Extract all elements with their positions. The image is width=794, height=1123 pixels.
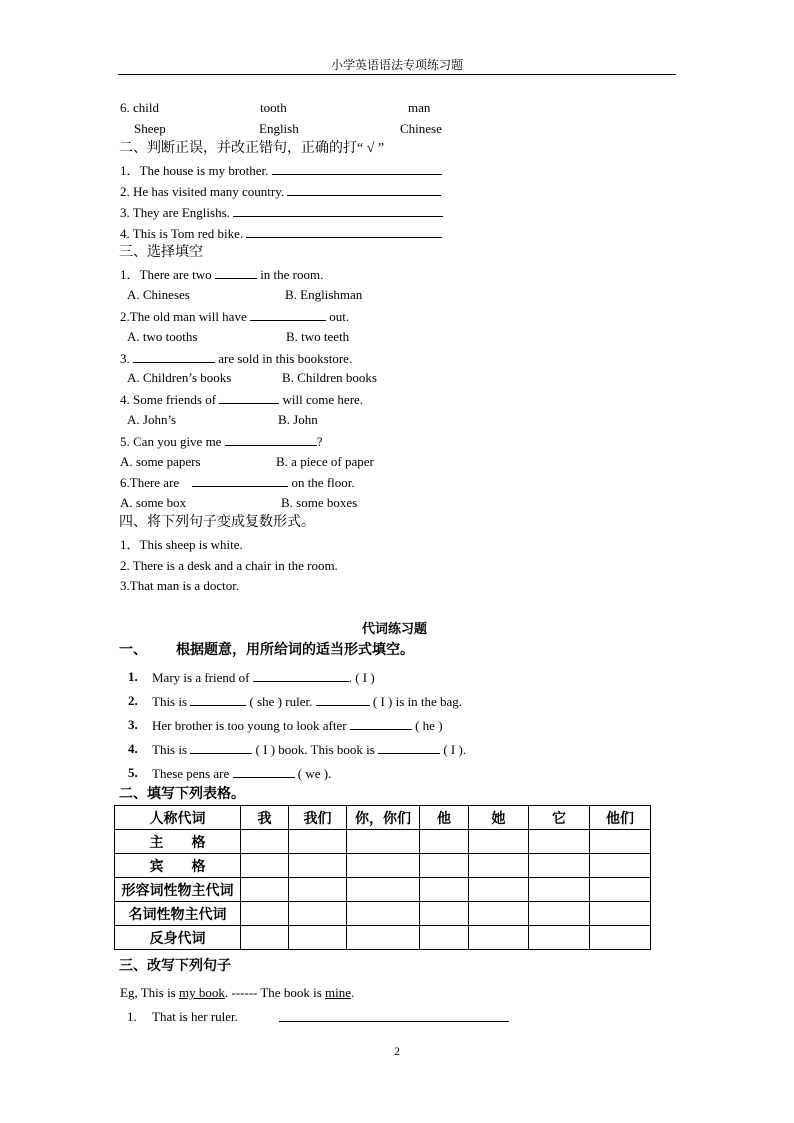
table-cell[interactable] — [347, 902, 420, 926]
question-text: . ( I ) — [348, 670, 375, 685]
table-header: 你，你们 — [347, 806, 420, 830]
question-text: 4. This is Tom red bike. — [120, 226, 244, 241]
table-cell[interactable] — [529, 830, 590, 854]
q6-word: man — [408, 100, 431, 115]
answer-blank[interactable] — [350, 717, 412, 730]
option-a: A. John’s — [127, 412, 177, 427]
option-a: A. some box — [120, 495, 187, 510]
q6-word: Chinese — [400, 121, 442, 136]
table-cell[interactable] — [420, 830, 469, 854]
question-text: ( I ). — [443, 742, 467, 757]
pronoun-table — [114, 805, 651, 950]
table-cell[interactable] — [529, 854, 590, 878]
table-cell[interactable] — [420, 878, 469, 902]
section-title: 三、改写下列句子 — [119, 959, 231, 974]
answer-blank[interactable] — [190, 693, 246, 706]
table-cell[interactable] — [529, 902, 590, 926]
answer-blank[interactable] — [272, 162, 442, 175]
part-title: 代词练习题 — [362, 621, 428, 636]
question-text: 1．The house is my brother. — [120, 163, 269, 178]
table-cell[interactable] — [590, 902, 651, 926]
question — [152, 765, 331, 782]
question — [152, 669, 375, 686]
table-cell[interactable] — [241, 878, 289, 902]
item-number: 5. — [128, 765, 138, 780]
table-cell[interactable] — [347, 830, 420, 854]
q6-label: 6. child — [120, 100, 159, 115]
question-text: Mary is a friend of — [152, 670, 250, 685]
table-cell[interactable] — [590, 878, 651, 902]
answer-blank[interactable] — [287, 183, 441, 196]
question-text: Her brother is too young to look after — [152, 718, 347, 733]
answer-blank[interactable] — [233, 204, 443, 217]
option-b: B. two teeth — [286, 329, 350, 344]
table-row — [115, 878, 651, 902]
answer-blank[interactable] — [246, 225, 442, 238]
header-divider — [118, 74, 676, 75]
question-text: ( he ) — [415, 718, 443, 733]
page-number: 2 — [394, 1044, 400, 1058]
section-title: 四、将下列句子变成复数形式。 — [119, 515, 315, 530]
question — [152, 693, 462, 710]
table-cell[interactable] — [469, 926, 529, 950]
question-text: 3. — [120, 351, 130, 366]
question-text: 1．This sheep is white. — [120, 537, 243, 552]
answer-blank[interactable] — [250, 308, 326, 321]
table-cell[interactable] — [469, 830, 529, 854]
table-cell[interactable] — [347, 878, 420, 902]
table-cell[interactable] — [420, 902, 469, 926]
question-text: This is — [152, 694, 188, 709]
page-header-title: 小学英语语法专项练习题 — [330, 58, 463, 72]
option-b: B. John — [278, 412, 318, 427]
question-text: will come here. — [282, 392, 364, 407]
section-title: 二、判断正误，并改正错句，正确的打“ √ ” — [119, 141, 385, 156]
row-label: 主 格 — [115, 830, 241, 854]
answer-blank[interactable] — [219, 391, 279, 404]
question — [120, 225, 442, 242]
answer-line — [279, 1009, 509, 1026]
question — [120, 183, 441, 200]
table-cell[interactable] — [347, 926, 420, 950]
question-text: ( we ). — [297, 766, 332, 781]
table-header: 我们 — [289, 806, 347, 830]
table-cell[interactable] — [241, 830, 289, 854]
table-cell[interactable] — [529, 878, 590, 902]
question-text: out. — [329, 309, 350, 324]
example-text: . — [351, 985, 355, 1000]
table-header: 人称代词 — [115, 806, 241, 830]
table-header: 她 — [469, 806, 529, 830]
answer-blank[interactable] — [253, 669, 349, 682]
table-cell[interactable] — [289, 830, 347, 854]
question-text: 5. Can you give me — [120, 434, 222, 449]
item-number: 4. — [128, 741, 138, 756]
question-text: This is — [152, 742, 188, 757]
example-text: Eg, This is — [120, 985, 179, 1000]
question — [120, 474, 355, 491]
table-cell[interactable] — [420, 926, 469, 950]
question — [120, 162, 442, 179]
question — [120, 204, 443, 221]
question — [152, 741, 466, 758]
question — [120, 308, 349, 325]
table-header: 他们 — [590, 806, 651, 830]
item-number: 2. — [128, 693, 138, 708]
table-cell[interactable] — [469, 854, 529, 878]
question-text: in the room. — [260, 267, 324, 282]
table-cell[interactable] — [590, 926, 651, 950]
option-b: B. Englishman — [285, 287, 363, 302]
table-cell[interactable] — [289, 926, 347, 950]
table-row — [115, 926, 651, 950]
table-cell[interactable] — [241, 854, 289, 878]
table-cell[interactable] — [241, 926, 289, 950]
question-text: 6.There are — [120, 475, 180, 490]
table-row — [115, 830, 651, 854]
item-number: 3. — [128, 717, 138, 732]
table-cell[interactable] — [420, 854, 469, 878]
answer-blank[interactable] — [192, 474, 288, 487]
answer-blank[interactable] — [233, 765, 295, 778]
table-cell[interactable] — [469, 878, 529, 902]
example-sentence — [120, 985, 354, 1001]
table-header: 他 — [420, 806, 469, 830]
question-text: ( she ) ruler. — [249, 694, 313, 709]
answer-blank[interactable] — [279, 1009, 509, 1022]
q6-word: Sheep — [134, 121, 166, 136]
option-b: B. Children books — [282, 370, 377, 385]
table-row — [115, 902, 651, 926]
section-number: 一、 — [119, 643, 147, 658]
table-cell[interactable] — [289, 902, 347, 926]
question-text: ( I ) book. This book is — [255, 742, 375, 757]
table-header-row — [115, 806, 651, 830]
table-cell[interactable] — [289, 878, 347, 902]
question — [152, 717, 443, 734]
question — [120, 350, 352, 367]
q6-word: English — [259, 121, 299, 136]
table-cell[interactable] — [469, 902, 529, 926]
example-underlined: mine — [325, 985, 351, 1000]
question-text: 2.The old man will have — [120, 309, 247, 324]
row-label: 反身代词 — [115, 926, 241, 950]
question-text: These pens are — [152, 766, 230, 781]
question-text: 3.That man is a doctor. — [120, 578, 240, 593]
section-title: 三、选择填空 — [119, 245, 203, 260]
table-cell[interactable] — [529, 926, 590, 950]
example-text: . ------ The book is — [224, 985, 325, 1000]
q6-word: tooth — [260, 100, 287, 115]
question-text: ( I ) is in the bag. — [372, 694, 463, 709]
option-b: B. a piece of paper — [276, 454, 374, 469]
table-cell[interactable] — [241, 902, 289, 926]
table-cell[interactable] — [590, 830, 651, 854]
example-underlined: my book — [179, 985, 225, 1000]
question-text: ? — [316, 434, 323, 449]
answer-blank[interactable] — [316, 693, 370, 706]
question-text: 2. He has visited many country. — [120, 184, 285, 199]
table-cell[interactable] — [347, 854, 420, 878]
question — [120, 266, 323, 283]
question-text: 1．There are two — [120, 267, 212, 282]
table-row — [115, 854, 651, 878]
answer-blank[interactable] — [133, 350, 215, 363]
option-a: A. Chineses — [127, 287, 190, 302]
row-label: 宾 格 — [115, 854, 241, 878]
option-a: A. some papers — [120, 454, 201, 469]
option-b: B. some boxes — [281, 495, 358, 510]
section-title: 二、填写下列表格。 — [119, 787, 245, 802]
answer-blank[interactable] — [215, 266, 257, 279]
question-text: 4. Some friends of — [120, 392, 217, 407]
answer-blank[interactable] — [190, 741, 252, 754]
table-header: 我 — [241, 806, 289, 830]
question-text: That is her ruler. — [152, 1009, 238, 1024]
question-text: 3. They are Englishs. — [120, 205, 230, 220]
option-a: A. Children’s books — [127, 370, 232, 385]
option-a: A. two tooths — [127, 329, 198, 344]
question — [120, 391, 363, 408]
row-label: 形容词性物主代词 — [115, 878, 241, 902]
item-number: 1. — [128, 669, 138, 684]
table-cell[interactable] — [590, 854, 651, 878]
answer-blank[interactable] — [378, 741, 440, 754]
item-number: 1. — [127, 1009, 137, 1024]
section-title: 根据题意，用所给词的适当形式填空。 — [176, 643, 414, 658]
question-text: are sold in this bookstore. — [218, 351, 353, 366]
answer-blank[interactable] — [225, 433, 317, 446]
table-header: 它 — [529, 806, 590, 830]
row-label: 名词性物主代词 — [115, 902, 241, 926]
question-text: 2. There is a desk and a chair in the room. — [120, 558, 338, 573]
question-text: on the floor. — [291, 475, 355, 490]
question — [120, 433, 323, 450]
table-cell[interactable] — [289, 854, 347, 878]
